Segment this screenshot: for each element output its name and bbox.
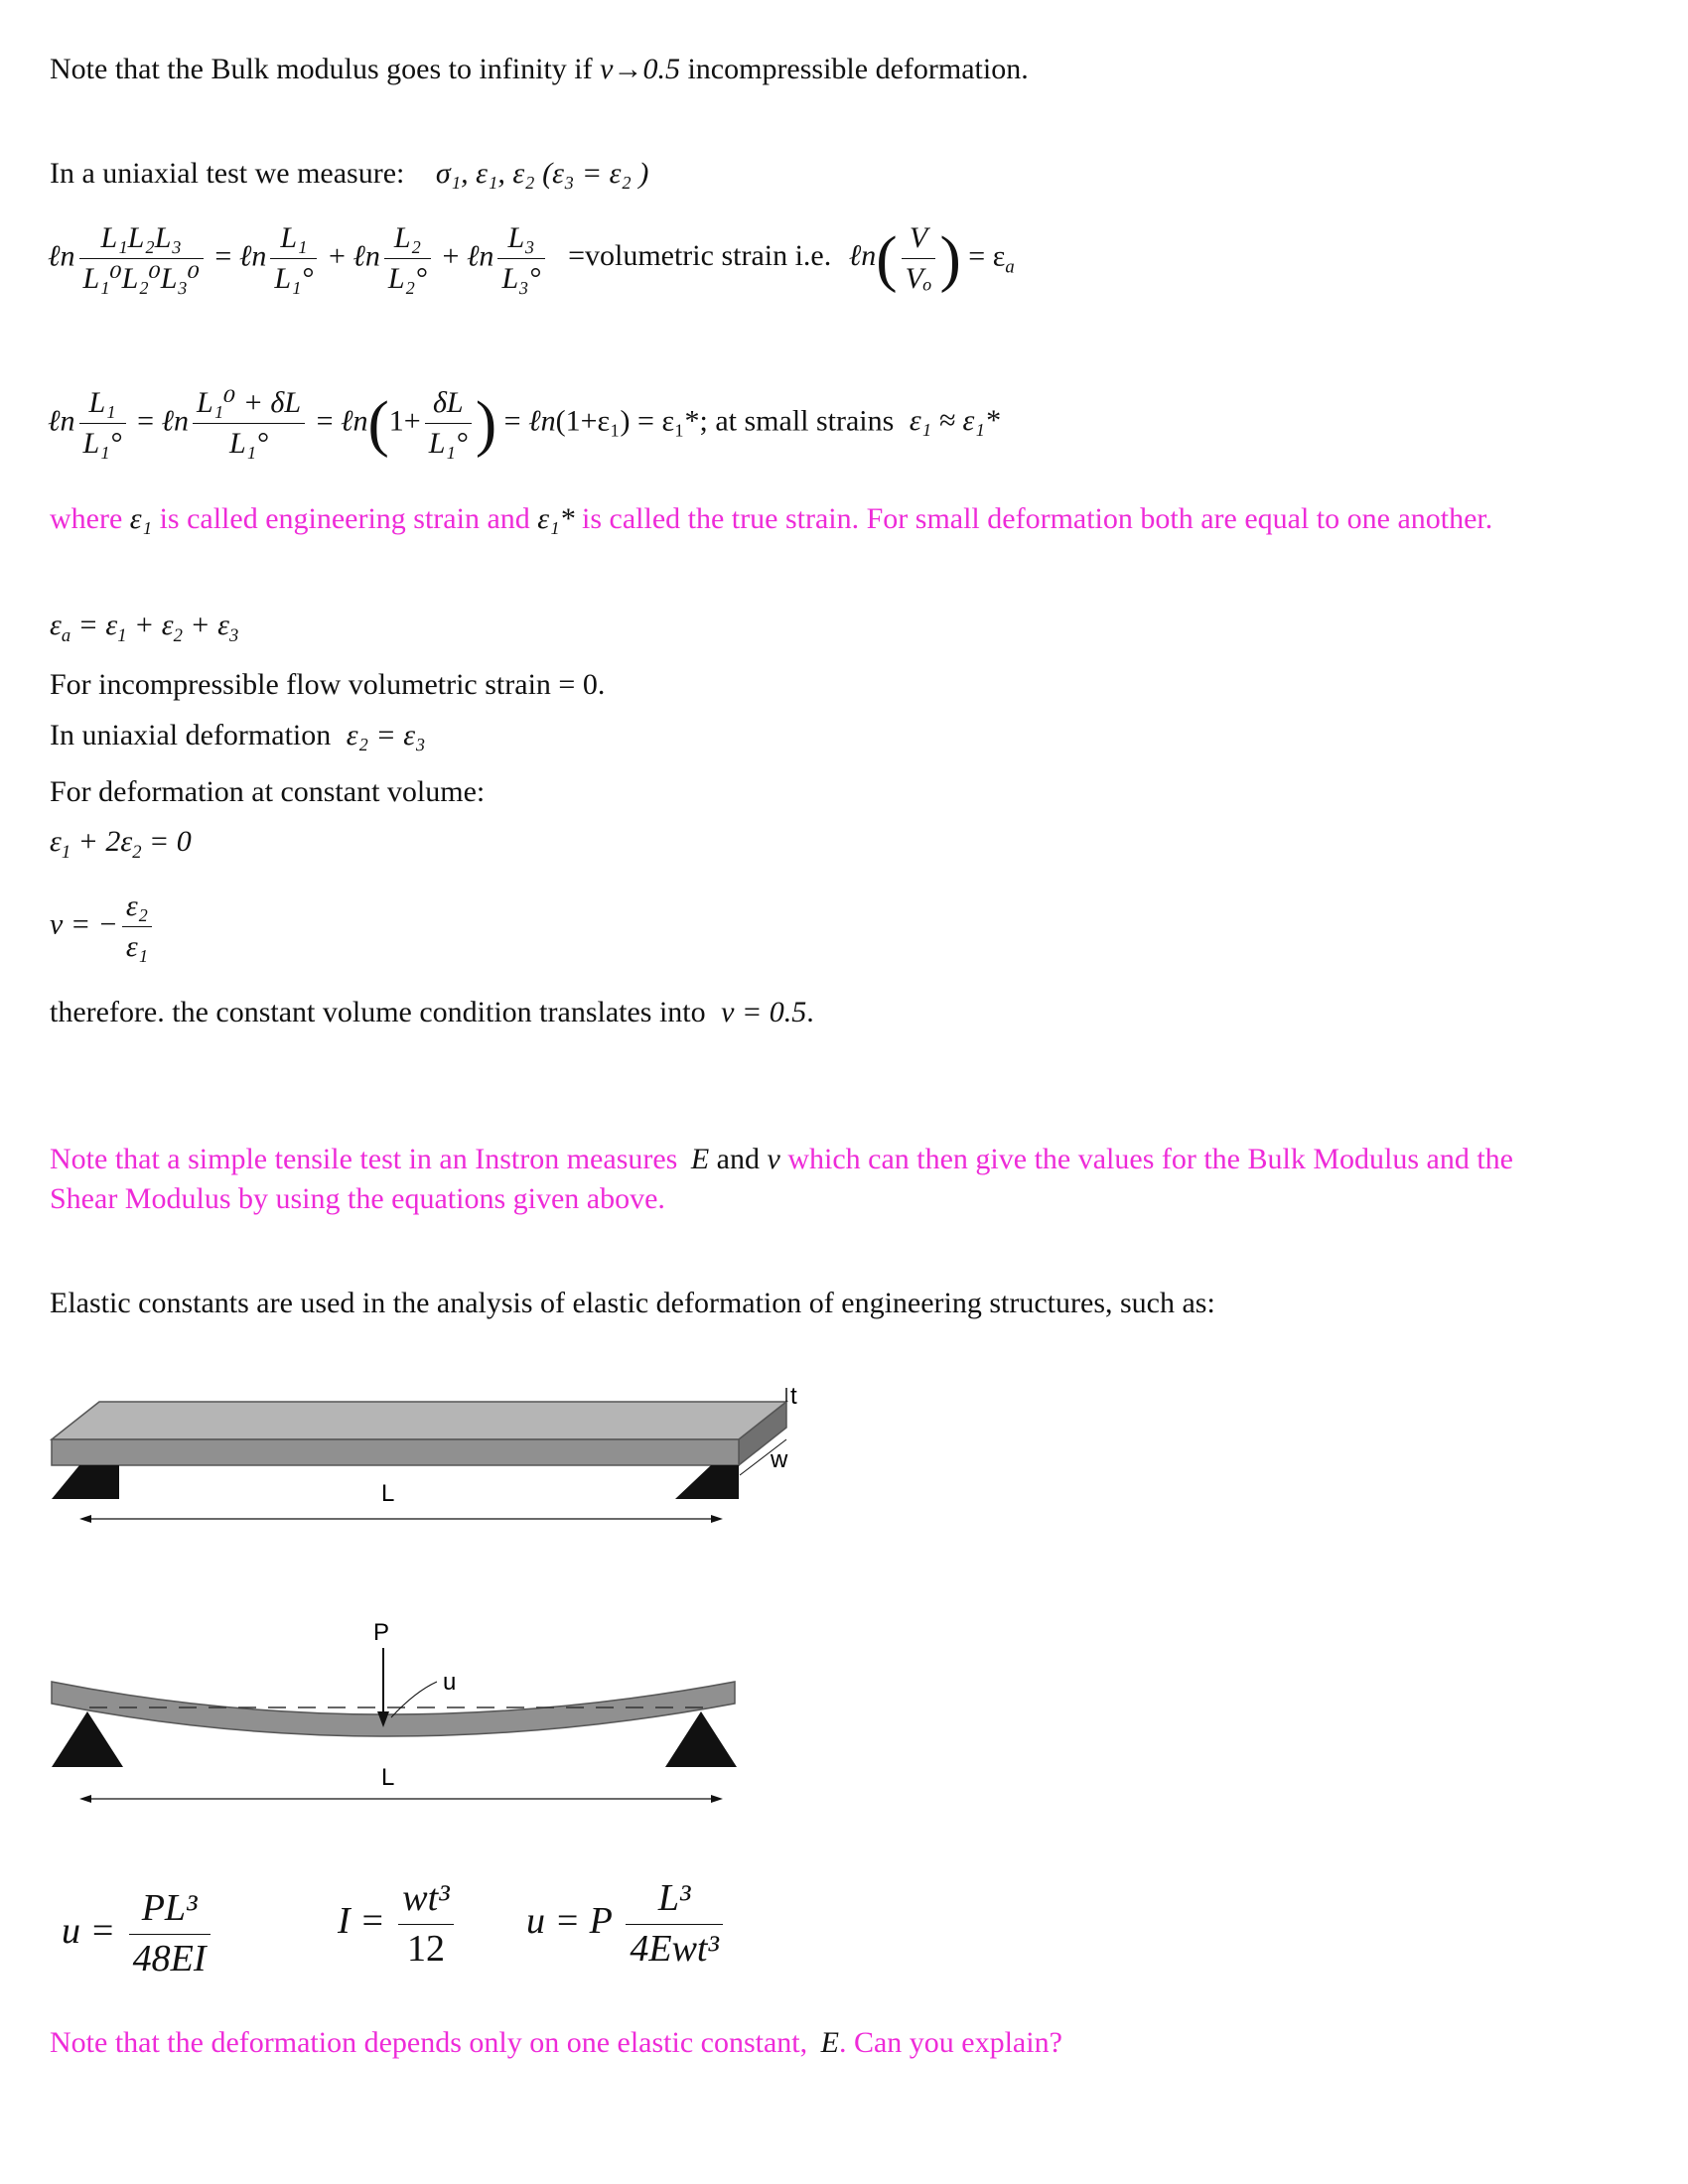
measured-quantities-math: σ₁, ε₁, ε₂ (ε₃ = ε₂ )	[435, 157, 649, 190]
beam-front-face	[52, 1439, 739, 1465]
final-note: Note that the deformation depends only on one elastic constant, E. Can you explain?	[50, 2026, 1062, 2059]
combined-deflection-formula: u = P $\frac{\text{L³}}{\text{4Ewt³}}$	[526, 1876, 727, 1972]
elastic-constants-line: Elastic constants are used in the analysis of elastic deformation of engineering structures, such as:	[50, 1287, 1215, 1319]
constant-volume-line: For deformation at constant volume:	[50, 775, 486, 808]
beam-length-label: L	[381, 1764, 395, 1791]
beam-diagram	[40, 1380, 834, 1539]
volumetric-sum-equation: $\varepsilon_a = \varepsilon_1 + \varepsilon_2 + \varepsilon_3$	[50, 609, 239, 646]
left-pin-support-icon	[52, 1711, 123, 1767]
bent-beam	[52, 1682, 735, 1736]
width-label: w	[771, 1446, 788, 1473]
deflection-formula: u = $\frac{\text{PL³}}{48EI}$	[62, 1886, 214, 1981]
right-support-icon	[675, 1465, 739, 1499]
length-label: L	[381, 1480, 395, 1507]
poisson-ratio-equation: ν = − $\frac{\text{ε₂}}{\text{ε₁}}$	[50, 888, 156, 965]
load-label: P	[373, 1619, 390, 1646]
right-pin-support-icon	[665, 1711, 737, 1767]
incompressible-flow-line: For incompressible flow volumetric strain = 0.	[50, 668, 606, 701]
uniaxial-measure-line: In a uniaxial test we measure: σ₁, ε₁, ε₂ (ε₃ = ε₂ )	[50, 157, 649, 190]
deflection-callout	[391, 1682, 437, 1717]
beam-top-face	[52, 1402, 786, 1439]
bulk-modulus-note: Note that the Bulk modulus goes to infinity if ν→0.5 incompressible deformation.	[50, 53, 1029, 85]
instron-note: Note that a simple tensile test in an Instron measures E and ν which can then give the values for the Bulk Modulus and the	[50, 1143, 1513, 1175]
volumetric-strain-equation: ℓn $\frac{\text{L₁L₂L₃}}{\text{L₁⁰L₂⁰L₃⁰}}$ = ℓn $\frac{\text{L₁}}{\text{L₁°}}$ + ℓn $\frac{\text{L₂}}{\text{L₂°}}$ + ℓn $\frac{\text{L₃}}{\text{L₃°}}$ =volumetric strain i.e. ℓn( $\frac{V}{\text{Vₒ}}$ ) = $\varepsilon_a$	[48, 221, 1015, 295]
moment-of-inertia-formula: I = $\frac{\text{wt³}}{12}$	[338, 1876, 458, 1972]
therefore-line: therefore. the constant volume condition translates into ν = 0.5.	[50, 996, 814, 1028]
left-support-icon	[52, 1465, 119, 1499]
instron-note-line2: Shear Modulus by using the equations given above.	[50, 1182, 665, 1215]
uniaxial-deformation-line: In uniaxial deformation ε₂ = ε₃	[50, 719, 426, 751]
strain-definition-note: where ε₁ is called engineering strain and ε₁* is called the true strain. For small deformation both are equal to one another.	[50, 502, 1493, 535]
deflection-label: u	[443, 1669, 457, 1696]
true-strain-equation: ℓn $\frac{\text{L₁}}{\text{L₁°}}$ = ℓn $\frac{\text{L₁⁰ + δL}}{\text{L₁°}}$ = ℓn(1+ $\frac{\delta L}{\text{L₁°}}$ ) = ℓn(1+ε₁) = ε₁*; at small strains ε₁ ≈ ε₁*	[48, 386, 1000, 460]
thickness-label: t	[790, 1383, 797, 1410]
nu-limit-math: ν→0.5	[600, 53, 680, 85]
constant-volume-equation: $\varepsilon_1 + 2\varepsilon_2 = 0$	[50, 825, 192, 863]
loaded-beam-diagram	[40, 1608, 834, 1807]
